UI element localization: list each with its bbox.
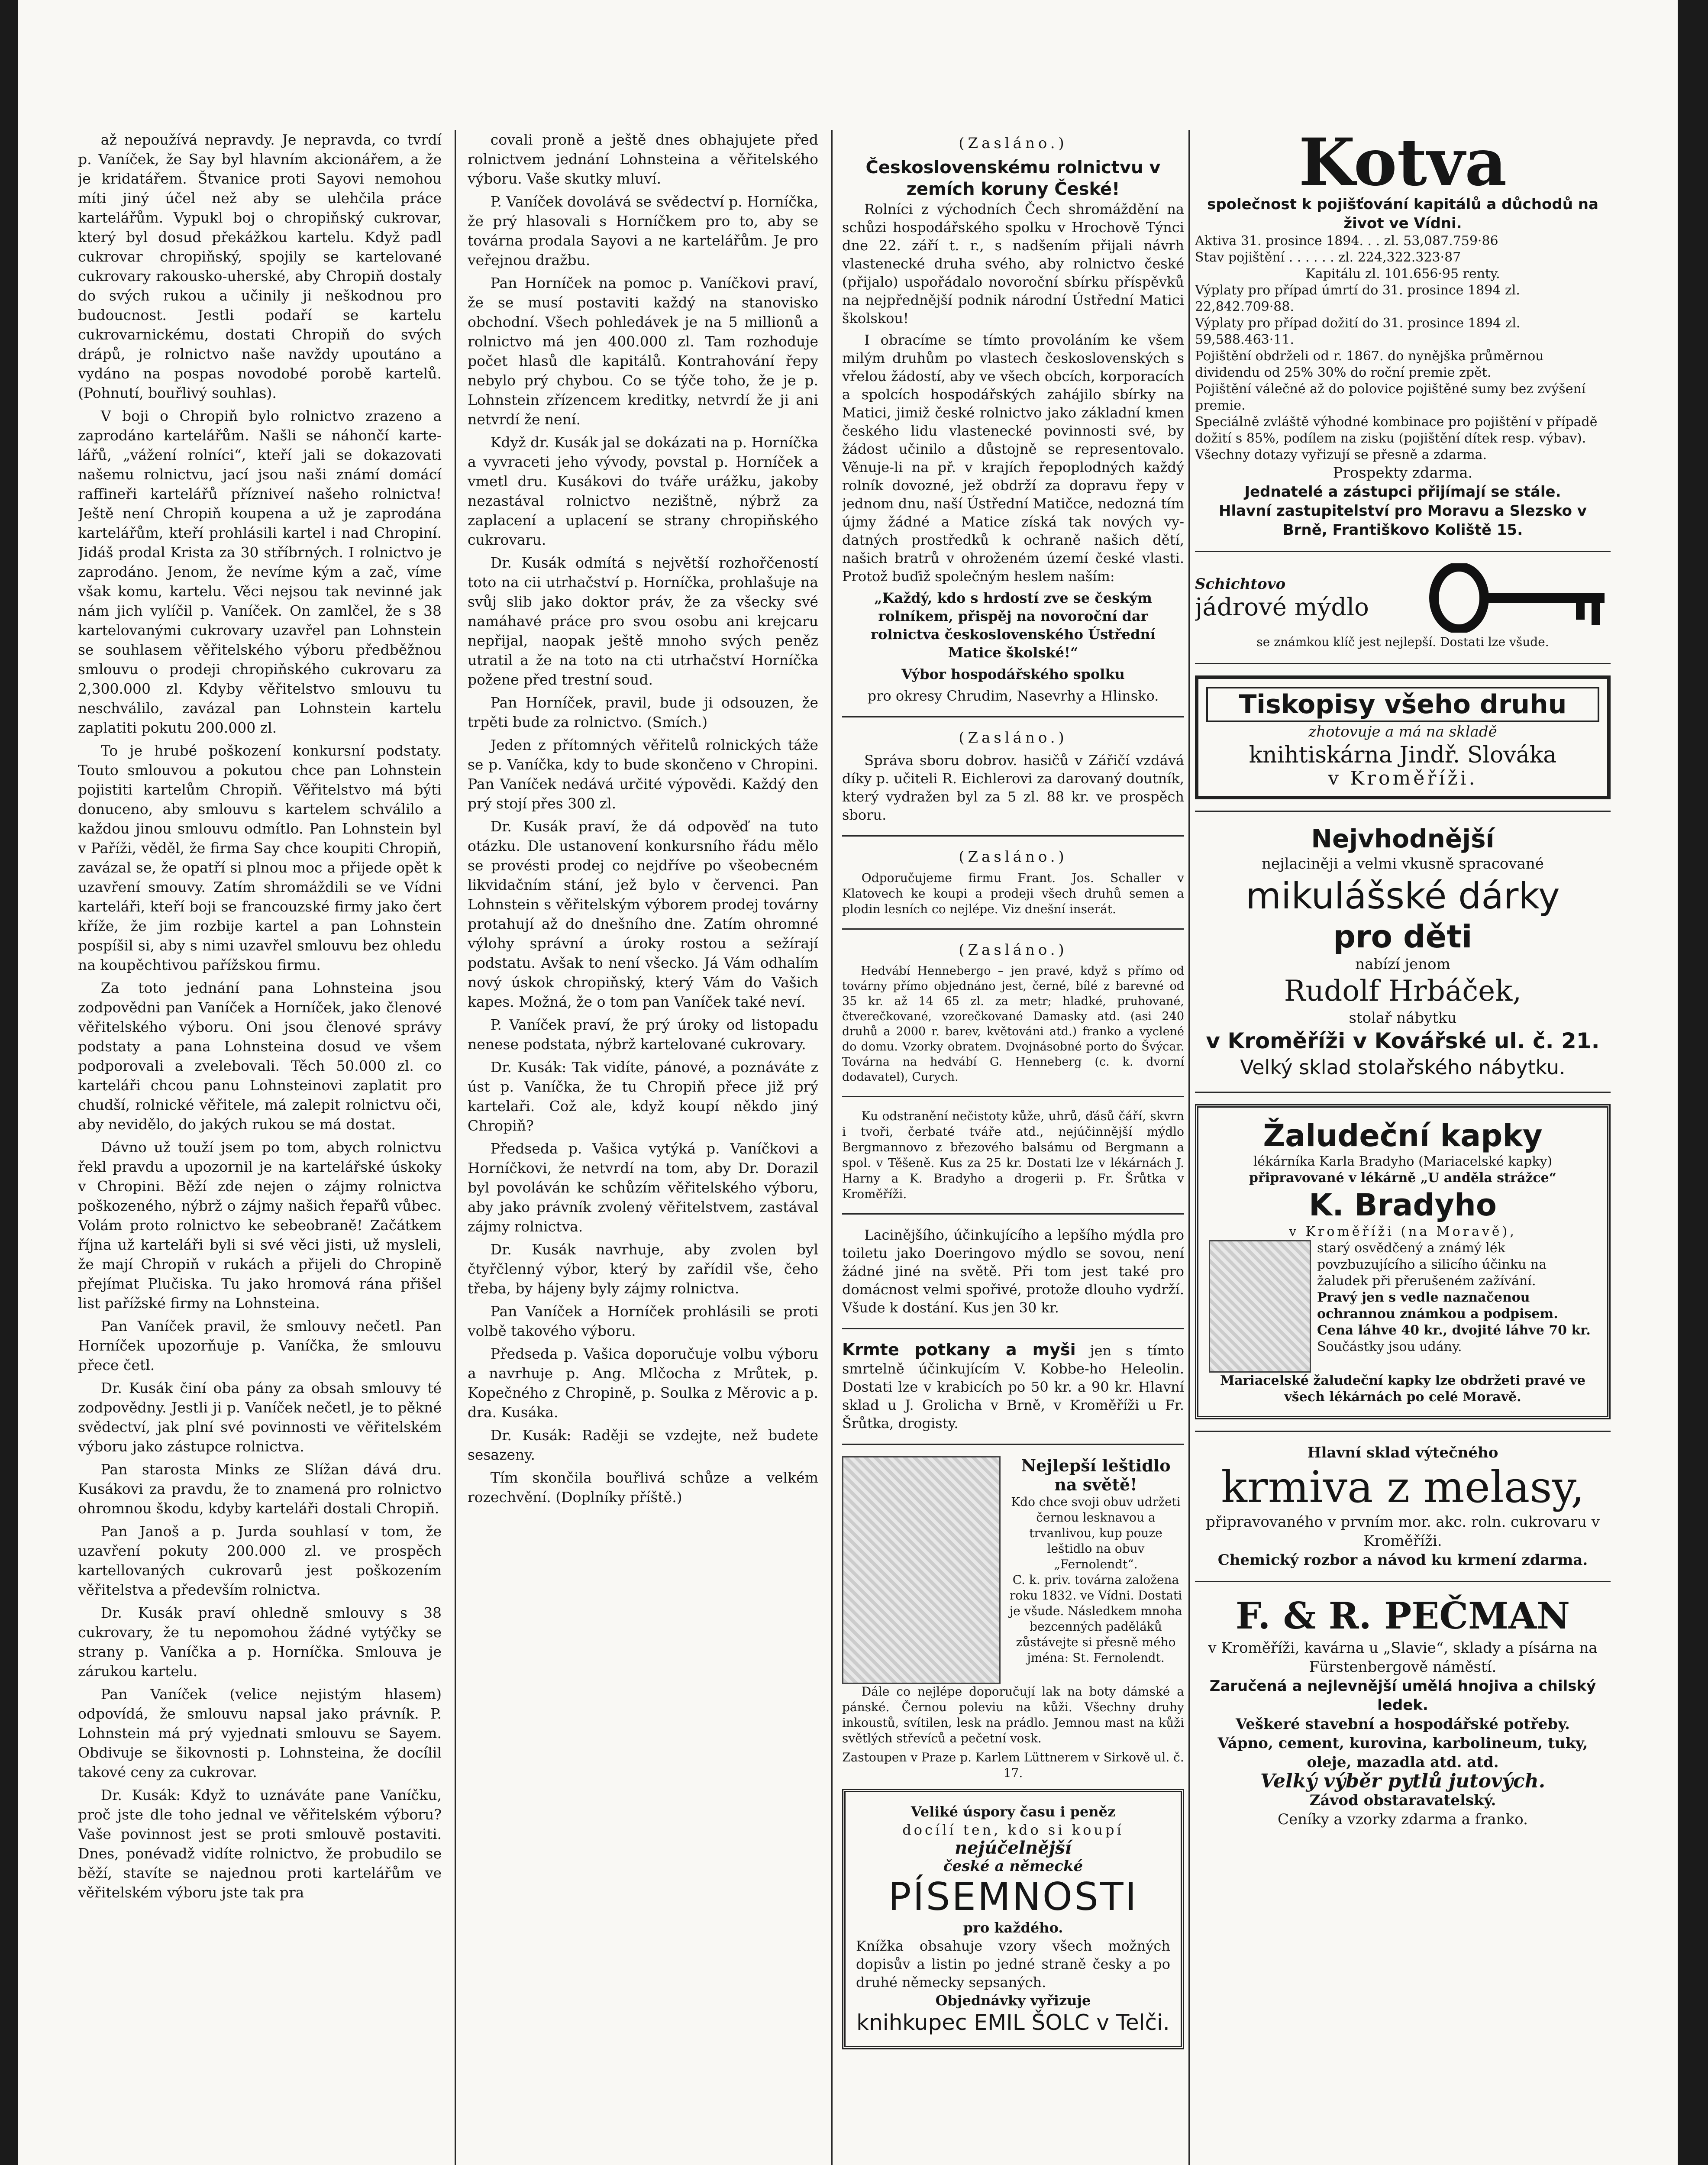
kapky-bottom: Mariacelské žaludeční kapky lze obdržeti pravé ve všech lékárnách po celé Moravě.	[1220, 1373, 1586, 1405]
divider	[842, 1213, 1184, 1215]
paragraph: P. Vaníček dovolává se svědectví p. Horníčka, že prý hlasovali s Horníčkem pro to, aby se továrna prodala Sayovi a ne kartelářům. Je pro veřejnou dražbu.	[468, 193, 818, 268]
tisk-city: v Kroměříži.	[1328, 767, 1478, 789]
paragraph: Pan starosta Minks ze Slížan dává dru. Kusákovi za pravdu, že to znamená pro rolnictvo ohromnou škodu, kdyby karteláři dostali Chropiň.	[78, 1461, 442, 1517]
divider	[1195, 551, 1611, 552]
kotva-line: Výplaty pro případ úmrtí do 31. prosince 1894 zl. 22,842.709·88.	[1195, 283, 1520, 314]
kotva-office: Hlavní zastupitelství pro Moravu a Slezsko v Brně, Františkovo Koliště 15.	[1219, 502, 1587, 539]
paragraph: Správa sboru dobrov. hasičů v Zářičí vzdává díky p. učiteli R. Eichlerovi za darovaný doutník, který vydražen byl za 5 zl. 88 kr. ve prospěch sboru.	[842, 752, 1184, 823]
ad-lestidlo-depot: Zastoupen v Praze p. Karlem Lüttnerem v Sirkově ul. č. 17.	[842, 1750, 1184, 1780]
kotva-line: Stav pojištění . . . . . . zl. 224,322.323·87	[1195, 250, 1461, 265]
column-1	[78, 130, 442, 2165]
ad-bergmann: Ku odstranění nečistoty kůže, uhrů, ďásů čáří, skvrn i tvoři, čerbaté tváře atd., nejúčinnější mýdlo Bergmannovo z březového balsámu od Bergmann a spol. v Těšeně. Kus za 25 kr. Dostati lze v lékárnách J. Harny a K. Bradyho a drogerii p. Fr. Šrůtka v Kroměříži.	[842, 1109, 1184, 1201]
kotva-title: Kotva	[1298, 130, 1507, 200]
darky-trade: stolař nábytku	[1349, 1009, 1457, 1027]
darky-pro: pro děti	[1333, 918, 1472, 955]
divider	[842, 835, 1184, 837]
kapky-name: K. Bradyho	[1309, 1187, 1497, 1223]
ad-pis-title: PÍSEMNOSTI	[888, 1874, 1138, 1919]
column-divider	[1188, 130, 1190, 2165]
key-icon	[1429, 563, 1611, 633]
paragraph: Jeden z přítomných věřitelů rolnických táže se p. Vaníčka, kdy to bude skončeno v Chropini. Pan Vaníček nedává určité výpovědi. Každý den prý stojí přes 300 zl.	[468, 737, 818, 812]
ad-krmivo	[1195, 1443, 1611, 1570]
paragraph: Dr. Kusák navrhuje, aby zvolen byl čtyřčlenný výbor, který by zařídil vše, čeho třeba, by hájeny byly zájmy rolnictva.	[468, 1241, 818, 1297]
zaslano-label: (Zasláno.)	[959, 135, 1068, 152]
kotva-line: Pojištění válečné až do polovice pojištěné sumy bez zvýšení premie.	[1195, 381, 1586, 413]
pec-addr: v Kroměříži, kavárna u „Slavie“, sklady a písárna na Fürstenbergově náměstí.	[1208, 1639, 1598, 1676]
appeal-signature: Výbor hospodářského spolku	[901, 666, 1125, 682]
schicht-note: se známkou klíč jest nejlepší. Dostati lze všude.	[1256, 635, 1549, 649]
medicine-bottle-illustration	[1209, 1240, 1311, 1373]
paragraph: Pan Vaníček pravil, že smlouvy nečetl. Pan Horníček upozorňuje p. Vaníčka, že smlouvu přece četl.	[78, 1318, 442, 1373]
left-scan-edge	[0, 0, 18, 2165]
paragraph: Odporučujeme firmu Frant. Jos. Schaller v Klatovech ke koupi a prodeji všech druhů semen a plodin lesních co nejlépe. Viz dnešní inserát.	[842, 871, 1184, 916]
divider	[1195, 811, 1611, 812]
tisk-firm: knihtiskárna Jindř. Slováka	[1249, 742, 1557, 768]
kotva-prospekty: Prospekty zdarma.	[1333, 464, 1473, 481]
paragraph: To je hrubé poškození konkursní podstaty. Touto smlouvou a pokutou chce pan Lohnstein pojistiti kartelům Chropiň. Věřitelstvo má býti donuceno, aby smlouvu s kartelem schválilo a každou jinou smlouvu odmítlo. Pan Lohnstein byl v Paříži, věděl, že firma Say chce koupiti Chropiň, zavázal se, že opatří si plnou moc a přijede opět k uzavření smouvy. Zatím shromáždili se ve Vídni karteláři, kteří boji se francouzské firmy jako čert kříže, že jim rozbije kartel a pan Lohnstein pospíšil si, aby s nimi uzavřel smlouvu bez ohledu na koupěchtivou pařížskou firmu.	[78, 742, 442, 973]
divider	[842, 716, 1184, 717]
paragraph: Předseda p. Vašica vytýká p. Vaníčkovi a Horníčkovi, že netvrdí na tom, aby Dr. Dorazil byl povoláván ke schůzím věřitelského výboru, aby jako právník zvolený věřitelstvem, zastával zájmy rolnictva.	[468, 1140, 818, 1235]
paragraph: Za toto jednání pana Lohnsteina jsou zodpovědni pan Vaníček a Horníček, jako členové věřitelského výboru. Oni jsou členové správy podstaty a pana Lohnsteina dosud ve všem podporovali a zvelebovali. Těch 50.000 zl. co karteláři chcou panu Lohnsteinovi zaplatit pro chudší, rolnické věřitele, má zalepit rolnictvu oči, aby nevidělo, do jakých rukou se má dostat.	[78, 979, 442, 1133]
kapky-parts: Součástky jsou udány.	[1317, 1339, 1462, 1354]
divider	[1195, 1581, 1611, 1582]
ad-mys-title: Krmte potkany a myši	[842, 1340, 1076, 1359]
ad-darky	[1195, 823, 1611, 1080]
darky-store: Velký sklad stolařského nábytku.	[1240, 1056, 1566, 1079]
pec-list: Vápno, cement, kurovina, karbolineum, tuky, oleje, mazadla atd. atd.	[1217, 1735, 1588, 1771]
paragraph: až nepoužívá nepravdy. Je nepravda, co tvrdí p. Vaníček, že Say byl hlavním akcionářem, a že je kridatářem. Štvanice proti Sayovi nemohou míti jiný účel než aby se ulehčila práce kartelářům. Vypukl boj o chropiňský cukrovar, který byl dosud překážkou kartelu. Když padl cukrovar chropiňský, spojily se kartelované cukrovary rakousko-uherské, aby Chropiň dostaly do svých rukou a učinily ji neškodnou pro budoucnost. Jestli podaří se kartelu cukrovarnickému, dostati Chropiň do svých drápů, je rolnictvo naše navždy upoutáno a vydáno na pospas novodobé porobě kartelů. (Pohnutí, bouřlivý souhlas).	[78, 131, 442, 401]
tisk-sub: zhotovuje a má na skladě	[1308, 723, 1497, 740]
ad-lestidlo-body3: Dále co nejlépe doporučují lak na boty dámské a pánské. Černou poleviu na kůži. Všechny druhy inkoustů, svítilen, lesk na prádlo. Jemnou mast na kůži světlých střevíců a pečetní vosk.	[842, 1684, 1184, 1745]
column-3	[842, 130, 1184, 2165]
paragraph: covali proně a ještě dnes obhajujete před rolnictvem jednání Lohnsteina a věřitelského výboru. Vaše skutky mluví.	[468, 131, 818, 187]
pec-sacks: Velký výběr pytlů jutových.	[1260, 1770, 1546, 1792]
ad-doering: Lacinějšího, účinkujícího a lepšího mýdla pro toiletu jako Doeringovo mýdlo se sovou, není žádné jiné na světě. Při tom jest také pro domácnost velmi spořivé, protože dlouho vydrží. Všude k dostání. Kus jen 30 kr.	[842, 1227, 1184, 1316]
divider	[1195, 1092, 1611, 1093]
ad-mys-body: jen s tímto smrtelně účinkujícím V. Kobbe-ho Heleolin. Dostati lze v krabicích po 50 kr. a 90 kr. Hlavní sklad u J. Grolicha v Brně, v Kroměříži u Fr. Šrůtka, drogisty.	[842, 1342, 1184, 1431]
kotva-line: Kapitálu zl. 101.656·95 renty.	[1305, 266, 1500, 281]
paragraph: Dr. Kusák odmítá s největší rozhořčeností toto na cii utrhačství p. Horníčka, prohlašuje na svůj slib jako doktor práv, že za všecky své namáhavé práce pro svou osobu ani krejcaru nepřijal, naopak ještě mnoho svých peněz utratil a že na toto na cti utrhačství Horníčka požene před trestní soud.	[468, 554, 818, 688]
paragraph: Dr. Kusák činí oba pány za obsah smlouvy té zodpovědny. Jestli ji p. Vaníček nečetl, je to pěkné svědectví, jak plní své povinnosti ve věřitelském výboru jako zástupce rolnictva.	[78, 1380, 442, 1455]
paragraph: Dr. Kusák: Když to uznáváte pane Vaníčku, proč jste dle toho jednal ve věřitelském výboru? Vaše povinnost jest se proti smlouvě postaviti. Dnes, ponévadž vidíte rolnictvo, že probudilo se běží, stavíte se najednou proti kartelářům ve věřitelském výboru jste tak pra	[78, 1787, 442, 1901]
ad-lestidlo-title: Nejlepší leštidlo na světě!	[1021, 1456, 1171, 1494]
paragraph: Pan Janoš a p. Jurda souhlasí v tom, že uzavření pokuty 200.000 zl. ve prospěch kartellovaných cukrovarů jest poškozením věřitelstva a především rolnictva.	[78, 1523, 442, 1598]
kapky-price: Cena láhve 40 kr., dvojité láhve 70 kr.	[1317, 1323, 1591, 1338]
ad-lestidlo	[842, 1456, 1184, 1684]
kapky-sub: lékárníka Karla Bradyho (Mariacelské kapky)	[1253, 1154, 1553, 1169]
kapky-city: v Kroměříži (na Moravě),	[1289, 1224, 1517, 1239]
darky-title: mikulášské dárky	[1246, 875, 1560, 917]
paragraph: Hedvábí Hennebergo – jen pravé, když s přímo od továrny přímo objednáno jest, černé, bílé z barevné od 35 kr. až 14 65 zl. za metr; hladké, pruhované, čtverečkované, vzorečkované Damasky atd. (asi 240 druhů a 2000 r. barev, květováni atd.) franko a vyclené do domu. Vzorky obratem. Dvojnásobné porto do Švýcar. Továrna na hedvábí G. Henneberg (c. k. dvorní dodavatel), Curych.	[842, 964, 1184, 1084]
kapky-warn: Pravý jen s vedle naznačenou ochrannou známkou a podpisem.	[1317, 1290, 1558, 1322]
paragraph: Dávno už touží jsem po tom, abych rolnictvu řekl pravdu a upozornil je na kartelářské úskoky v Chropini. Běží zde nejen o zájmy rolnictva poškozeného, nýbrž o zájmy našich řepařů vůbec. Volám proto rolnictvo ke sebeobraně! Začátkem října už karteláři byli si své věci jisti, už mysleli, že mají Chropiň v rukách a přijeli do Chropině přejímat Plučiska. Tu jako hromová rána přišel list pařížské firmy na Lohnsteina.	[78, 1139, 442, 1312]
krm-title: krmiva z melasy,	[1221, 1462, 1585, 1512]
kapky-body: starý osvědčený a známý lék povzbuzujícího a silicího účinku na žaludek při přerušeném zažívání.	[1317, 1241, 1547, 1289]
pec-price: Ceníky a vzorky zdarma a franko.	[1278, 1811, 1528, 1828]
ad-tiskopisy	[1195, 675, 1611, 799]
darky-line: nejlaciněji a velmi vkusně spracované	[1262, 855, 1544, 872]
paragraph: Předseda p. Vašica doporučuje volbu výboru a navrhuje p. Ang. Mlčocha z Mrůtek, p. Kopečného z Chropině, p. Soulka z Měrovic a p. dra. Kusáka.	[468, 1345, 818, 1421]
divider	[1195, 1431, 1611, 1432]
ad-lestidlo-body: Kdo chce svoji obuv udržeti černou lesknavou a trvanlivou, kup pouze leštidlo na obuv „Fernolendt“.	[1011, 1495, 1181, 1571]
darky-addr: v Kroměříži v Kovářské ul. č. 21.	[1206, 1028, 1600, 1053]
divider	[842, 1444, 1184, 1445]
ad-pecman	[1195, 1593, 1611, 1829]
kotva-line: Aktiva 31. prosince 1894. . . zl. 53,087.759·86	[1195, 233, 1498, 249]
ad-pis-line: docílí ten, kdo si koupí	[902, 1822, 1124, 1838]
kotva-line: Výplaty pro případ dožití do 31. prosince 1894 zl. 59,588.463·11.	[1195, 316, 1521, 347]
paragraph: Dr. Kusák: Raději se vzdejte, než budete sesazeny.	[468, 1427, 818, 1463]
column-2	[468, 130, 818, 2165]
zaslano-label: (Zasláno.)	[959, 941, 1068, 959]
schicht-product: jádrové mýdlo	[1195, 593, 1369, 621]
kotva-line: Pojištění obdrželi od r. 1867. do nynějška průměrnou dividendu od 25% 30% do roční premie zpět.	[1195, 349, 1544, 380]
krm-top: Hlavní sklad výtečného	[1307, 1444, 1498, 1461]
appeal-title: Československému rolnictvu v zemích koruny České!	[865, 158, 1161, 199]
ad-pis-order: Objednávky vyřizuje	[935, 1992, 1091, 2009]
paragraph: Dr. Kusák praví, že dá odpověď na tuto otázku. Dle ustanovení konkursního řádu mělo se provésti prodej co nejdříve po všeobecném likvidačním stání, jež bylo v červenci. Pan Lohnstein s věřitelským výborem prodej továrny protahují až do dnešního dne. Zatím ohromné výlohy správní a úroky rostou a sežírají podstatu. Avšak to není všecko. Já Vám odhalím nový úskok chropiňský, který Vám do Vašich kapes. Možná, že o tom pan Vaníček také neví.	[468, 818, 818, 1010]
kotva-agents: Jednatelé a zástupci přijímají se stále.	[1244, 483, 1561, 501]
paragraph: Tím skončila bouřlivá schůze a velkém rozechvění. (Doplníky příště.)	[468, 1469, 818, 1506]
paragraph: Dr. Kusák: Tak vidíte, pánové, a poznáváte z úst p. Vaníčka, že tu Chropiň přece již prý kartelaři. Což ale, když koupí někdo jiný Chropiň?	[468, 1059, 818, 1134]
pec-guar: Zaručená a nejlevnější umělá hnojiva a chilský ledek.	[1209, 1677, 1596, 1714]
pec-plant: Závod obstaravatelský.	[1309, 1792, 1496, 1809]
column-4-ads	[1195, 130, 1611, 2165]
paragraph: P. Vaníček praví, že prý úroky od listopadu nenese podstata, nýbrž kartelované cukrovary.	[468, 1016, 818, 1053]
paragraph: Rolníci z východních Čech shromáždění na schůzi hospodářského spolku v Hrochově Týnci dne 22. září t. r., s nadšením přijali návrh vlastenecké druha svého, aby rolnictvo české (přijalo) uspořádalo novoroční sbírku příspěvků na nejpřednější podnik národní Ústřední Matici školskou!	[842, 201, 1184, 326]
ad-pis-sub2: české a německé	[943, 1858, 1083, 1875]
kapky-title: Žaludeční kapky	[1263, 1118, 1543, 1154]
ad-pis-seller: knihkupec EMIL ŠOLC v Telči.	[856, 2010, 1170, 2035]
zaslano-label: (Zasláno.)	[959, 848, 1068, 866]
paragraph: V boji o Chropiň bylo rolnictvo zrazeno a zaprodáno kartelářům. Našli se náhončí kartelářů, „vážení rolníci“, kteří jali se dokazovati našemu rolnictvu, jací jsou naši známí domácí raffineři kartelářů přízniveí našeho rolnictva! Ještě není Chropiň koupena a už je zaprodána kartelářům, kteří prohlásili kartel i nad Chropiní. Jidáš prodal Krista za 30 stříbrných. I rolnictvo je zaprodáno. Jenom, že nevíme kým a zač, víme však komu, kartelu. Věci nejsou tak nevinné jak nám jich vylíčil p. Vaníček. On zamlčel, že s 38 kartelovanými cukrovary uzavřel pan Lohnstein se souhlasem věřitelského výboru předběžnou smlouvu o prodeji chropiňského cukrovaru za 2,300.000 zl. Kdyby věřitelstvo smlouvu tu neschválilo, zavázal pan Lohnstein kartelu zaplatiti pokutu 200.000 zl.	[78, 407, 442, 736]
ad-kapky	[1195, 1104, 1611, 1419]
paragraph: Pan Horníček na pomoc p. Vaníčkovi praví, že se musí postaviti každý na stanovisko obchodní. Všech pohledávek je na 5 millionů a rolnictvo má jen 400.000 zl. Tam rozhoduje počet hlasů dle kapitálů. Kontrahování řepy nebylo prý chybou. Co se týče toho, že je p. Lohnstein zřízencem kreditky, netvrdí že ji ani netvrdí že není.	[468, 275, 818, 428]
right-scan-edge	[1678, 0, 1708, 2165]
darky-offer: nabízí jenom	[1355, 956, 1450, 973]
kotva-line: Speciálně zvláště výhodné kombinace pro pojištění v případě dožití s 85%, podílem na zisku (pojištění dítek resp. výbav). Všechny dotazy vyřizují se přesně a zdarma.	[1195, 414, 1598, 462]
paragraph: Pan Vaníček a Horníček prohlásili se proti volbě takového výboru.	[468, 1303, 818, 1339]
kotva-subtitle: společnost k pojišťování kapitálů a důchodů na život ve Vídni.	[1207, 196, 1598, 232]
kapky-details	[1209, 1240, 1597, 1373]
pec-title: F. & R. PEČMAN	[1235, 1594, 1570, 1637]
paragraph: Dr. Kusák praví ohledně smlouvy s 38 cukrovary, že tu nepomohou žádné vytýčky se strany p. Vaníčka a p. Horníčka. Smlouva je zárukou kartelu.	[78, 1604, 442, 1680]
pec-sup: Veškeré stavební a hospodářské potřeby.	[1235, 1716, 1570, 1733]
ad-pis-body: Knížka obsahuje vzory všech možných dopisův a listin po jedné straně česky a po druhé německy sepsaných.	[856, 1938, 1170, 1991]
ad-pis-for: pro každého.	[963, 1919, 1063, 1936]
darky-top: Nejvhodnější	[1311, 824, 1495, 853]
divider	[842, 1096, 1184, 1097]
column-divider	[455, 130, 456, 2165]
ad-schicht	[1195, 563, 1611, 633]
paragraph: Když dr. Kusák jal se dokázati na p. Horníčka a vyvraceti jeho vývody, povstal p. Horníček a vmetl dru. Kusákovi do tváře urážku, jakoby nezastával rolnictvo nezištně, nýbrž za zaplacení a uplacení se strany chropiňského cukrovaru.	[468, 434, 818, 548]
paragraph: Pan Horníček, pravil, bude ji odsouzen, že trpěti bude za rolnictvo. (Smích.)	[468, 694, 818, 730]
darky-name: Rudolf Hrbáček,	[1284, 974, 1522, 1008]
zaslano-label: (Zasláno.)	[959, 729, 1068, 746]
paragraph: Pan Vaníček (velice nejistým hlasem) odpovídá, že smlouvu napsal jako právník. P. Lohnstein má prý vyjednati smlouvu se Sayem. Obdivuje se šikovnosti p. Lohnsteina, že docílil takové ceny za cukrovar.	[78, 1686, 442, 1780]
column-divider	[831, 130, 833, 2165]
shoe-polish-illustration	[842, 1456, 1001, 1684]
krm-body: připravovaného v prvním mor. akc. roln. cukrovaru v Kroměříži.	[1206, 1513, 1600, 1550]
divider	[842, 928, 1184, 930]
ad-lestidlo-body2: C. k. priv. továrna založena roku 1832. ve Vídni. Dostati je všude. Následkem mnoha bezcenných paděláků zůstávejte si přesně mého jména: St. Fernolendt.	[1009, 1573, 1182, 1665]
divider	[1195, 663, 1611, 664]
kapky-prep: připravované v lékárně „U anděla strážce“	[1249, 1170, 1556, 1186]
ad-pisemnosti	[842, 1789, 1184, 2049]
paragraph: I obracíme se tímto provoláním ke všem milým druhům po vlastech československých s vřelou žádostí, aby ve všech obcích, korporacích a spolcích hospodářských zahájilo sbírky na Matici, jimiž české rolnictvo jako základní kmen českého lidu vlastenecké povinnosti své, by žádost učinilo a důstojně se representovalo. Věnuje-li na př. v krajích řepoplodných každý rolník dovozné, jež obdrží za dopravu řepy v jednom dnu, naší Ústřední Matičce, nedozná tím újmy žádné a Matice získá tak nových vydatných prostředků k ochraně našich dětí, našich bratrů v ohroženém území české vlasti. Protož buďiž společným heslem naším:	[842, 332, 1184, 585]
ad-pis-top: Veliké úspory času i peněz	[911, 1803, 1116, 1820]
divider	[842, 1328, 1184, 1329]
appeal-place: pro okresy Chrudim, Nasevrhy a Hlinsko.	[867, 688, 1159, 704]
krm-note: Chemický rozbor a návod ku krmení zdarma.	[1217, 1551, 1588, 1569]
appeal-motto: „Každý, kdo s hrdostí zve se českým rolníkem, přispěj na novoroční dar rolnictva československého Ústřední Matice školské!“	[871, 590, 1156, 661]
schicht-brand: Schichtovo	[1195, 575, 1286, 593]
tisk-title: Tiskopisy všeho druhu	[1206, 687, 1599, 722]
ad-pis-sub1: nejúčelnější	[955, 1838, 1072, 1858]
